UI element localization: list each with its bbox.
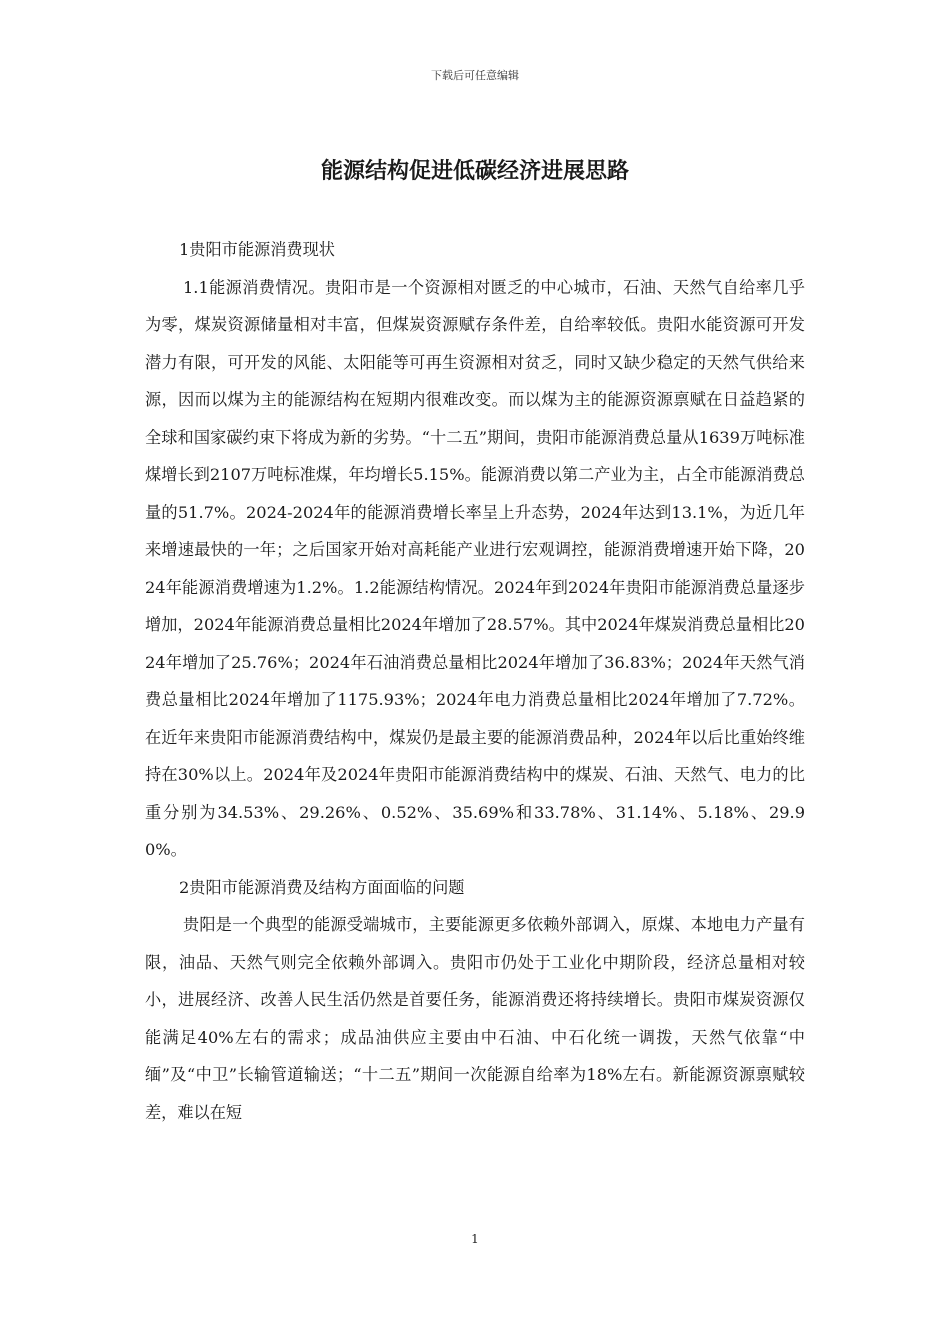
document-body [145, 231, 805, 1131]
section-2-heading: 2贵阳市能源消费及结构方面面临的问题 [179, 877, 465, 897]
section-1-heading: 1贵阳市能源消费现状 [179, 240, 335, 259]
document-title: 能源结构促进低碳经济进展思路 [320, 159, 629, 184]
section-1-paragraph: 1.1能源消费情况。贵阳市是一个资源相对匮乏的中心城市，石油、天然气自给率几乎为零，煤炭资源储量相对丰富，但煤炭资源赋存条件差，自给率较低。贵阳水能资源可开发潜力有限，可开发的风能、太阳能等可再生资源相对贫乏，同时又缺少稳定的天然气供给来源，因而以煤为主的能源结构在短期内很难改变。而以煤为主的能源资源禀赋在日益趋紧的全球和国家碳约束下将成为新的劣势。“十二五”期间，贵阳市能源消费总量从1639万吨标准煤增长到2107万吨标准煤，年均增长5.15%。能源消费以第二产业为主，占全市能源消费总量的51.7%。2024-2024年的能源消费增长率呈上升态势，2024年达到13.1%，为近几年来增速最快的一年；之后国家开始对高耗能产业进行宏观调控，能源消费增速开始下降，2024年能源消费增速为1.2%。1.2能源结构情况。2024年到2024年贵阳市能源消费总量逐步增加，2024年能源消费总量相比2024年增加了28.57%。其中2024年煤炭消费总量相比2024年增加了25.76%；2024年石油消费总量相比2024年增加了36.83%；2024年天然气消费总量相比2024年增加了1175.93%；2024年电力消费总量相比2024年增加了7.72%。在近年来贵阳市能源消费结构中，煤炭仍是最主要的能源消费品种，2024年以后比重始终维持在30%以上。2024年及2024年贵阳市能源消费结构中的煤炭、石油、天然气、电力的比重分别为34.53%、29.26%、0.52%、35.69%和33.78%、31.14%、5.18%、29.90%。 [145, 277, 805, 859]
page-number: 1 [471, 1232, 479, 1246]
section-2-paragraph: 贵阳是一个典型的能源受端城市，主要能源更多依赖外部调入，原煤、本地电力产量有限，油品、天然气则完全依赖外部调入。贵阳市仍处于工业化中期阶段，经济总量相对较小，进展经济、改善人民生活仍然是首要任务，能源消费还将持续增长。贵阳市煤炭资源仅能满足40%左右的需求；成品油供应主要由中石油、中石化统一调拨，天然气依靠“中缅”及“中卫”长输管道输送；“十二五”期间一次能源自给率为18%左右。新能源资源禀赋较差，难以在短 [145, 915, 805, 1122]
header-note: 下载后可任意编辑 [431, 69, 519, 82]
